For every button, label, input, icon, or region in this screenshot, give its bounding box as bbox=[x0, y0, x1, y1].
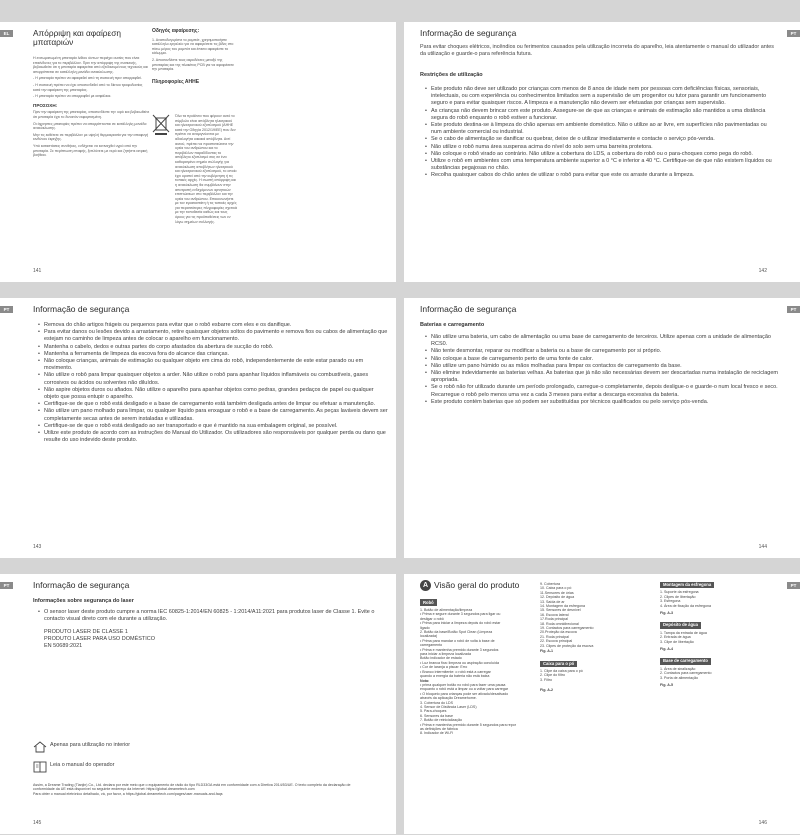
list-item: 3. Cobertura do LDS bbox=[420, 700, 453, 705]
list-item: 1. Botão de alimentação/limpeza bbox=[420, 608, 473, 612]
page-145 bbox=[0, 574, 396, 834]
list-item: • Não elimine indevidamente as baterias velhas. As baterias que já não são necessárias devem ser descartadas numa instalação de reciclagem apropriada. bbox=[426, 370, 778, 384]
safety-list bbox=[33, 322, 389, 444]
paragraph: - Η μπαταρία πρέπει να αφαιρεθεί από τη συσκευή πριν απορριφθεί. bbox=[33, 76, 142, 81]
list-item: 19. Contactos para carregamento bbox=[540, 626, 594, 631]
list-item: localizada) bbox=[420, 634, 438, 639]
list-item: quando a energia da bateria não está baixa bbox=[420, 674, 490, 679]
language-tab: PT bbox=[787, 30, 800, 37]
figure-label: Fig. A-3 bbox=[660, 611, 674, 616]
paragraph: Πριν την αφαίρεση της μπαταρίας, αποσυνδέστε την υιρό και βεβαιωθείτε ότι μπαταρία έχει το δυνατόν εκφορτισμένη. bbox=[33, 110, 150, 119]
page-number: 146 bbox=[758, 820, 767, 826]
list-item: • Cor de laranja a piscar: Erro bbox=[420, 665, 468, 670]
page-title: Απόρριψη και αφαίρεση μπαταριών bbox=[33, 28, 121, 47]
list-item: • Não utilize um pano húmido ou as mãos molhadas para limpar os contactos de carregamento da base. bbox=[426, 363, 778, 370]
list-item: Botão indicador de estado bbox=[420, 656, 462, 661]
list-item: • Este produto contém baterias que só podem ser substituídas por técnicos qualificados ou pelo serviço pós-venda. bbox=[426, 399, 778, 406]
list-item: • Luz branca fixa: limpeza ou aspiração concluída bbox=[420, 660, 499, 665]
list-item: 8. Indicador de Wi-Fi bbox=[420, 731, 454, 736]
laser-list bbox=[33, 609, 379, 623]
section-title: Οδηγός αφαίρεσης: bbox=[152, 28, 200, 34]
language-tab: EL bbox=[0, 30, 13, 37]
crossed-bin-icon bbox=[152, 114, 170, 136]
list-item: • Certifique-se de que o robô está desligado e a base de carregamento está também desligada antes de limpar ou efetuar a manutenção. bbox=[39, 401, 389, 408]
page-number: 141 bbox=[33, 268, 42, 274]
list-item: desligar o robô bbox=[420, 616, 444, 621]
declaration-text: Assim, a Dreame Trading (Tianjin) Co., Ltd. declara por este meio que o equipamento de rádio do tipo RLD33GA está em conformidade com a Diretiva 2014/53/UE. O texto completo da declaração de conformidade da UE está disponível no seguinte endereço da Internet: https://global.dreametech.com bbox=[33, 783, 351, 792]
list-item: 7. Botão de reinicialização bbox=[420, 718, 462, 723]
list-item: 1. Suporte da esfregona bbox=[660, 590, 699, 595]
list-item: enquanto o robô está a limpar ou a voltar para carregar bbox=[420, 687, 509, 692]
list-item: • prima qualquer botão no robô para fazer uma pausa bbox=[420, 682, 506, 687]
robot-header: Robô bbox=[420, 599, 437, 606]
page-144 bbox=[404, 298, 800, 558]
page-number: 144 bbox=[758, 544, 767, 550]
list-item: 2. Clipes de libertação bbox=[660, 594, 696, 599]
list-item: • Não utilize uma bateria, um cabo de alimentação ou uma base de carregamento de terceiros. Utilize apenas com a unidade de alimentação RCS0. bbox=[426, 334, 778, 348]
figure-label: Fig. A-5 bbox=[660, 683, 674, 688]
list-item: • Não tente desmontar, reparar ou modificar a bateria ou a base de carregamento por si próprio. bbox=[426, 348, 778, 355]
caution-title: ΠΡΟΣΟΧΗ: bbox=[33, 102, 58, 108]
robot-parts-list-continued bbox=[540, 582, 652, 693]
house-icon bbox=[33, 740, 47, 752]
list-item: as definições de fábrica bbox=[420, 726, 458, 731]
list-item: 3. Porta de alimentação bbox=[660, 675, 698, 680]
battery-text-column bbox=[33, 56, 150, 160]
declaration-footer bbox=[33, 783, 373, 796]
list-item: 20.Proteção da escova bbox=[540, 630, 577, 635]
list-item: • Este produto não deve ser utilizado por crianças com menos de 8 anos de idade nem por pessoas com deficiências físicas, sensoriais, intelectuais, ou com experiência ou conhecimentos limitados sem a supervisão de um progenitor ou tutor para garantir um funcionamento seguro e para evitar quaisquer riscos. A limpeza e a manutenção não devem ser efetuadas por crianças sem supervisão. bbox=[426, 86, 778, 108]
list-item: • Utilize o robô em ambientes com uma temperatura ambiente superior a 0 °C e inferior a 40 °C. Certifique-se de que não existem líquidos ou substâncias pegajosas no chão. bbox=[426, 158, 778, 172]
list-item: • O bloqueio para crianças pode ser ativado/desativado bbox=[420, 691, 509, 696]
list-item: 18. Roda omnidirecional bbox=[540, 621, 579, 626]
language-tab: PT bbox=[787, 306, 800, 313]
list-item: 17.Roda principal bbox=[540, 617, 568, 622]
manual-book-icon bbox=[33, 760, 47, 772]
list-item: • Mantenha a ferramenta de limpeza da escova fora do alcance das crianças. bbox=[39, 351, 389, 358]
list-item: • Certifique-se de que o robô está desligado ao ser transportado e que é mantido na sua embalagem original, se possível. bbox=[39, 423, 389, 430]
list-item: • Prima para iniciar a limpeza depois do robô estar bbox=[420, 621, 501, 626]
robot-parts-list bbox=[420, 608, 538, 736]
paragraph: - Η μπαταρία πρέπει να απορριφθεί με ασφάλεια. bbox=[33, 94, 112, 99]
list-item: • Utilize este produto de acordo com as instruções do Manual do Utilizador. Os utilizadores são responsáveis por qualquer perda ou dano que resulte do uso indevido deste produto. bbox=[39, 430, 389, 444]
list-item: • Não coloque crianças, animais de estimação ou qualquer objeto em cima do robô, independentemente de este estar parado ou em movimento. bbox=[39, 358, 389, 372]
list-item: • Branco intermitente: o robô está a carregar bbox=[420, 669, 491, 674]
list-item: • Remova do chão artigos frágeis ou pequenos para evitar que o robô esbarre com eles e os danifique. bbox=[39, 322, 389, 329]
list-item: 9. Cobertura bbox=[540, 582, 560, 586]
list-item: 3. Filtro bbox=[540, 677, 552, 682]
read-manual-label: Leia o manual do operador bbox=[50, 762, 115, 768]
list-item: 2. Entrada de água bbox=[660, 635, 691, 640]
list-item: 2. Clipe do filtro bbox=[540, 673, 565, 678]
figure-label: Fig. A-4 bbox=[660, 647, 674, 652]
paragraph: Μην τις εκθέτετε σε περιβάλλον με υψηλή θερμοκρασία για την αποφυγή κινδύνου έκρηξης. bbox=[33, 132, 149, 142]
page-143 bbox=[0, 298, 396, 558]
list-item: 23. Clipes de proteção da escova bbox=[540, 643, 594, 648]
list-item: • O sensor laser deste produto cumpre a norma IEC 60825-1:2014/EN 60825 - 1:2014/A11:2021 para produtos laser de Classe 1. Evite o contacto visual direto com ele durante a utilização. bbox=[39, 609, 379, 623]
list-item: 1. Área de sinalização bbox=[660, 666, 696, 671]
section-subtitle: Restrições de utilização bbox=[420, 72, 483, 78]
instruction-step: 2. Αποσυνδέστε τους ακροδέκτες μεταξύ της μπαταρίας και της πλακέτας PCB για να αφαιρέσετε την μπαταρία. bbox=[152, 57, 235, 72]
list-item: • Recolha quaisquer cabos do chão antes de utilizar o robô para evitar que este os arraste durante a limpeza. bbox=[426, 172, 778, 179]
page-title: Informação de segurança bbox=[420, 28, 517, 38]
list-item: • Não utilize o robô numa área suspensa acima do nível do solo sem uma barreira protetora. bbox=[426, 144, 778, 151]
list-item: carregamento bbox=[420, 643, 443, 648]
list-item: • Mantenha o cabelo, dedos e outras partes do corpo afastados da abertura de sucção do robô. bbox=[39, 344, 389, 351]
list-item: 12. Depósito de água bbox=[540, 595, 575, 600]
list-item: 21. Roda principal bbox=[540, 634, 569, 639]
list-item: 10. Caixa para o pó bbox=[540, 586, 572, 591]
paragraph: Υπό καταστάσεις συνθήκες, ενδέχεται να εκτιναχθεί υγρό από την μπαταρία. Σε περίπτωση επαφής, ξεπλύνετε με νερό και ζητήστε ιατρική βοήθεια. bbox=[33, 143, 148, 158]
page-title: Visão geral do produto bbox=[434, 580, 520, 590]
list-item: 1. Clipe da caixa para o pó bbox=[540, 668, 583, 673]
list-item: • Não aspire objetos duros ou afiados. Não utilize o aparelho para apanhar objetos como pedras, grandes pedaços de papel ou qualquer objeto que possa entupir o aparelho. bbox=[39, 387, 389, 401]
restrictions-list bbox=[420, 86, 778, 180]
list-item: 11.Sensores de órias bbox=[540, 590, 574, 595]
list-item: 2. Contactos para carregamento bbox=[660, 671, 712, 676]
list-item: • Este produto destina-se à limpeza do chão apenas em ambiente doméstico. Não o utilize ao ar livre, em superfícies não pavimentadas ou num ambiente comercial ou industrial. bbox=[426, 122, 778, 136]
language-tab: PT bbox=[0, 582, 13, 589]
laser-line: EN 50689:2021 bbox=[44, 643, 83, 650]
section-a-badge-icon: A bbox=[420, 580, 431, 591]
battery-list bbox=[420, 334, 778, 406]
list-item: 14. Montagem da esfregona bbox=[540, 604, 585, 609]
list-item: • Prima e mantenha premido durante 3 segundos bbox=[420, 647, 499, 652]
list-item: 2. Botão da base/Botão Spot Clean (Limpeza bbox=[420, 630, 493, 635]
section-subtitle: Informações sobre segurança do laser bbox=[33, 598, 134, 604]
removal-guide-column bbox=[152, 29, 236, 88]
intro-paragraph: Para evitar choques elétricos, incêndios ou ferimentos causados pela utilização incorreta do aparelho, leia atentamente o manual do utilizador antes da utilização e guarde-o para referência futura. bbox=[420, 44, 774, 57]
page-title: Informação de segurança bbox=[420, 304, 517, 314]
list-item: 5. Para-choques bbox=[420, 709, 447, 714]
language-tab: PT bbox=[0, 306, 13, 313]
mop-header: Montagem da esfregona bbox=[660, 582, 714, 588]
weee-title: Πληροφορίες ΑΗΗΕ bbox=[152, 78, 200, 85]
charging-base-header: Base de carregamento bbox=[660, 658, 711, 664]
manual-link-text: Para obter o manual eletrónico detalhado, vá, por favor, a https://global.dreametech.com/pages/user-manuals-and-faqs bbox=[33, 791, 223, 796]
indoor-use-label: Apenas para utilização no interior bbox=[50, 742, 131, 748]
note-label: Nota: bbox=[420, 678, 430, 683]
list-item: • Não coloque a base de carregamento perto de uma fonte de calor. bbox=[426, 356, 778, 363]
list-item: para iniciar a limpeza localizada bbox=[420, 652, 471, 657]
list-item: 22. Escova principal bbox=[540, 639, 573, 644]
page-number: 142 bbox=[758, 268, 767, 274]
paragraph: Η ενσωματωμένη μπαταρία λιθίου ιόντων περιέχει ουσίες που είναι επικίνδυνες για το περιβάλλον. Πριν την απόρριψη της συσκευής, βεβαιωθείτε ότι η μπαταρία αφαιρείται από εξειδικευμένους τεχνικούς και απορρίπτεται σε κατάλληλη μονάδα ανακύκλωσης. bbox=[33, 56, 148, 74]
list-item: • As crianças não devem brincar com este produto. Assegure-se de que as crianças e animais de estimação são mantidos a uma distância segura do robô enquanto o robô estiver a funcionar. bbox=[426, 108, 778, 122]
list-item: através da aplicação Dreamehome. bbox=[420, 696, 477, 701]
page-number: 145 bbox=[33, 820, 42, 826]
list-item: 4. Área de fixação da esfregona bbox=[660, 603, 711, 608]
list-item: 6. Sensores da base bbox=[420, 713, 453, 718]
list-item: • Prima e segure durante 3 segundos para ligar ou bbox=[420, 612, 501, 617]
weee-text: Όλα τα προϊόντα που φέρουν αυτό το σύμβολο είναι απόβλητα ηλεκτρικού και ηλεκτρονικού εξοπλισμού (ΑΗΗΕ κατά την Οδηγία 2012/19/ΕΕ) που δεν πρέπει να αναμιγνύονται με αδιαλογήτα οικιακά απόβλητα. Αντί αυτού, πρέπει να προστατεύσετε την υγεία του ανθρώπου και το περιβάλλον παραδίδοντας το απόβλητο εξοπλισμό σας σε ένα καθορισμένο σημείο συλλογής για ανακύκλωση αποβλήτων ηλεκτρικού και ηλεκτρονικού εξοπλισμού, το οποίο έχει οριστεί από την κυβέρνηση ή τις τοπικές αρχές. Η σωστή απόρριψη και η ανακύκλωση θα συμβάλουν στην αποτροπή ενδεχόμενων αρνητικών επιπτώσεων στο περιβάλλον και την υγεία του ανθρώπου. Επικοινωνήστε με τον εγκαταστάτη ή τις τοπικές αρχές για περισσότερες πληροφορίες σχετικά με την τοποθεσία καθώς και τους όρους για τις προϋποθέσεις των εν λόγω σημείων συλλογής. bbox=[175, 114, 237, 224]
list-item: 3. Esfregona bbox=[660, 599, 681, 604]
figure-label: Fig. A-2 bbox=[540, 688, 554, 693]
list-item: • Prima e mantenha premido durante 5 segundos para repor bbox=[420, 722, 516, 727]
paragraph: - Η συσκευή πρέπει να έχει αποσυνδεθεί από το δίκτυο τροφοδοσίας κατά την αφαίρεση της μπαταρίας. bbox=[33, 82, 143, 92]
accessories-column bbox=[660, 582, 770, 688]
list-item: 4. Sensor de Distância Laser (LDS) bbox=[420, 704, 477, 709]
list-item: 1. Tampa da entrada de água bbox=[660, 630, 707, 635]
page-146 bbox=[404, 574, 800, 834]
section-subtitle: Baterias e carregamento bbox=[420, 322, 485, 328]
list-item: • Se o robô não for utilizado durante um período prolongado, carregue-o completamente, depois desligue-o e guarde-o num local fresco e seco. Recarregue o robô pelo menos uma vez a cada 3 meses para evitar a descarga excessiva da bateria. bbox=[426, 384, 778, 398]
list-item: • Não utilize o robô para limpar quaisquer objetos a arder. Não utilize o robô para apanhar líquidos inflamáveis ou combustíveis, gases corrosivos ou ácidos ou solventes não diluídos. bbox=[39, 372, 389, 386]
dust-box-header: Caixa para o pó bbox=[540, 661, 577, 667]
water-tank-header: Depósito de água bbox=[660, 622, 701, 628]
laser-line: PRODUTO LASER DE CLASSE 1 bbox=[44, 629, 128, 635]
instruction-step: 1. Αναποδογυρίστε το ρομπότ, χρησιμοποιήστε κατάλληλο εργαλείο για να αφαιρέσετε τις βίδες στο πίσω μέρος του ρομπότ και έπειτα αφαιρέστε το κάλυμμα. bbox=[152, 37, 234, 56]
page-title: Informação de segurança bbox=[33, 580, 130, 590]
list-item: 3. Clipe de libertação bbox=[660, 639, 694, 644]
page-number: 143 bbox=[33, 544, 42, 550]
list-item: • Não utilize um pano molhado para limpar, ou qualquer líquido para enxaguar o robô e a base de carregamento. As peças laváveis devem ser completamente secas antes de serem instaladas e utilizadas. bbox=[39, 408, 389, 422]
list-item: 16. Escova lateral bbox=[540, 612, 569, 617]
list-item: • Não coloque o robô virado ao contrário. Não utilize a cobertura do LDS, a cobertura do robô ou o para-choques como pega do robô. bbox=[426, 151, 778, 158]
list-item: • Prima para mandar o robô de volta à base de bbox=[420, 638, 495, 643]
list-item: • Para evitar danos ou lesões devido a arrastamento, retire quaisquer objetos soltos do pavimento e remova fios ou cabos de alimentação que estejam no caminho de limpeza antes de colocar o aparelho em funcionamento. bbox=[39, 329, 389, 343]
laser-class-block bbox=[44, 629, 155, 651]
laser-line: PRODUTO LASER PARA USO DOMÉSTICO bbox=[44, 636, 156, 643]
list-item: 13. Saída de ar bbox=[540, 599, 565, 604]
figure-label: Fig. A-1 bbox=[540, 649, 554, 654]
page-title: Informação de segurança bbox=[33, 304, 130, 314]
list-item: ligado bbox=[420, 625, 430, 630]
list-item: • Se o cabo de alimentação se danificar ou quebrar, deixe de o utilizar imediatamente e contacte o serviço pós-venda. bbox=[426, 136, 778, 143]
page-142 bbox=[404, 22, 800, 282]
page-141 bbox=[0, 22, 396, 282]
paragraph: Οι άχρηστες μπαταρίες πρέπει να απορρίπτονται σε κατάλληλη μονάδα ανακύκλωσης. bbox=[33, 121, 147, 131]
language-tab: PT bbox=[787, 582, 800, 589]
list-item: 15. Sensores de desnível bbox=[540, 608, 581, 613]
